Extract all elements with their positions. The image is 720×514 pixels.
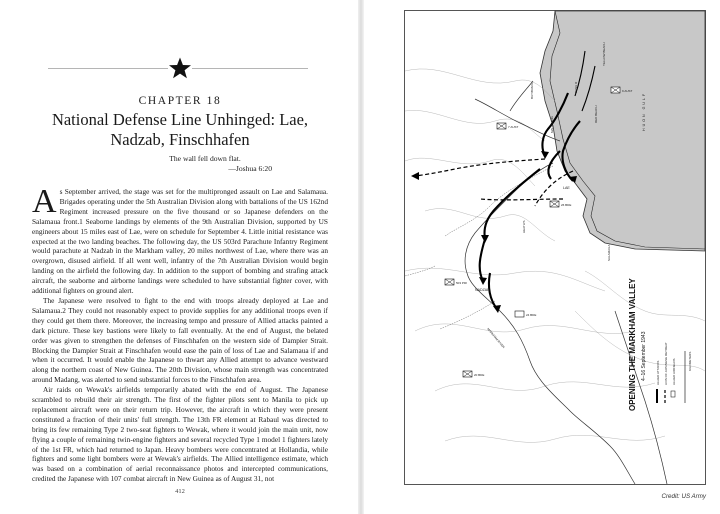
unit-label-6: 20 BDE — [474, 373, 485, 377]
map-label-malahang: MALAHANG — [550, 116, 554, 133]
map-label-butibum-river: BUTIBUM R — [530, 82, 534, 99]
map-title: OPENING THE MARKHAM VALLEY — [628, 278, 637, 411]
map-subtitle: 4–16 September 1943 — [641, 331, 647, 381]
legend-item-2: AXIS OF JAPANESE RETREAT — [664, 342, 668, 385]
epigraph-quote: The wall fell down flat. — [169, 154, 241, 163]
epigraph — [120, 154, 290, 174]
legend-item-1: ALLIED ATTACKS — [656, 360, 660, 385]
unit-label-3: 503 PIR — [456, 281, 467, 285]
map-figure — [404, 10, 706, 485]
body-text — [32, 183, 328, 484]
map-svg — [405, 11, 705, 484]
map-label-heaths: HEATH'S — [522, 220, 526, 233]
paragraph-1-text: s September arrived, the stage was set for the multipronged assault on Lae and Salamaua. Brigades operating under the 5th Australian Division along with battalions of the US 162nd Regiment increased pressure on the five thousand or so Japanese defenders on the Salamaua front.1 Seaborne landings by elements of the 9th Australian Division, supported by US engineers about 15 miles east of Lae, were on schedule for September 4. Little initial resistance was expected at the two landing beaches. The following day, the US 503rd Parachute Infantry Regiment would parachute at Nadzab in the Markham valley, 20 miles northwest of Lae, where there was an overgrown, disused airfield. If all went well, infantry of the 7th Australian Division would begin landing on the airfield the following day. In addition to the support of bombing and strafing attack aircraft, the seaborne and airborne landings were scheduled to have substantial fighter cover, with additional fighters on ground alert. — [32, 187, 328, 296]
map-title-block — [628, 278, 647, 411]
epigraph-attribution: —Joshua 6:20 — [228, 164, 272, 173]
chapter-title: National Defense Line Unhinged: Lae, Nadzab, Finschhafen — [51, 110, 309, 149]
map-label-nadzab: NADZAB — [475, 288, 490, 292]
map-label-markham-river: MARKHAM RIVER — [486, 327, 506, 350]
retreat-arrowhead — [411, 172, 419, 180]
map-legend — [656, 342, 692, 403]
map-credit: Credit: US Army — [661, 493, 706, 500]
paragraph-3: Air raids on Wewak's airfields temporarily abated with the end of August. The Japanese scrambled to rebuild their air strength. The first of the fighter pilots sent to Manila to pick up replacement aircraft were on their return trip. However, the aircraft in which they were present constituted a fraction of their units' full strength. The 13th FR element at Rabaul was directed to bring its few remaining Type 2 two-seat fighters to Wewak, where it would join the main unit, now flying a couple of remaining twin-engine fighters and several recycled Type 1 model 1 fighters lately of the 1st FR, which had returned to Japan. Heavy bombers were concentrated at Hollandia, while fighters and some light bombers were at Wewak's airfields. The Allied intelligence estimate, which was based on a combination of aerial reconnaissance photos and intercepted communications, credited the Japanese with 107 combat aircraft in New Guinea as of August 31, not — [32, 385, 328, 484]
drop-cap: A — [32, 183, 57, 220]
page-number: 412 — [175, 488, 185, 495]
legend-item-3: ALLIED AIRFIELDS — [672, 358, 676, 385]
map-label-huon-gulf: HUON GULF — [642, 91, 646, 131]
chapter-label: CHAPTER 18 — [138, 95, 222, 107]
map-label-yellow-beach: YELLOW BEACH — [602, 42, 606, 66]
unit-label-2: 7 AUST — [508, 125, 519, 129]
right-page — [364, 0, 720, 514]
unit-label-1: 9 AUST — [622, 89, 633, 93]
paragraph-2: The Japanese were resolved to fight to the end with troops already deployed at Lae and Salamaua.2 They could not reasonably expect to provide supplies for any additional troops even if they could get them there. Moreover, the increasing tempo and pressure of Allied attacks painted a dark picture. These key bastions were likely to fall eventually. At the end of August, the belated order was given to strengthen the defenses of Finschhafen on the western side of Dampier Strait. Blocking the Dampier Strait at Finschhafen would ease the pain of loss of Lae and Salamaua if and when it occurred. It would enable the Japanese to thwart any Allied attempt to advance westward along the northern coast of New Guinea. The 20th Division, whose main strength was concentrated around Madang, was alerted to send substantial forces to the Finschhafen area. — [32, 295, 328, 385]
arrow-heads — [479, 151, 577, 313]
map-label-busu-river: BUSU R — [574, 81, 578, 93]
map-label-salamaua: SALAMAUA — [607, 244, 611, 261]
unit-label-5: 26 BDE — [561, 203, 572, 207]
trails — [405, 166, 553, 329]
paragraph-1 — [32, 183, 328, 296]
map-label-lae: LAE — [563, 186, 570, 190]
star-icon — [168, 56, 192, 80]
unit-label-4: 24 BDE — [526, 313, 537, 317]
map-scale-label: KILOMETERS — [688, 351, 692, 371]
huon-gulf-sea — [540, 11, 705, 251]
map-label-red-beach: RED BEACH — [594, 105, 598, 123]
